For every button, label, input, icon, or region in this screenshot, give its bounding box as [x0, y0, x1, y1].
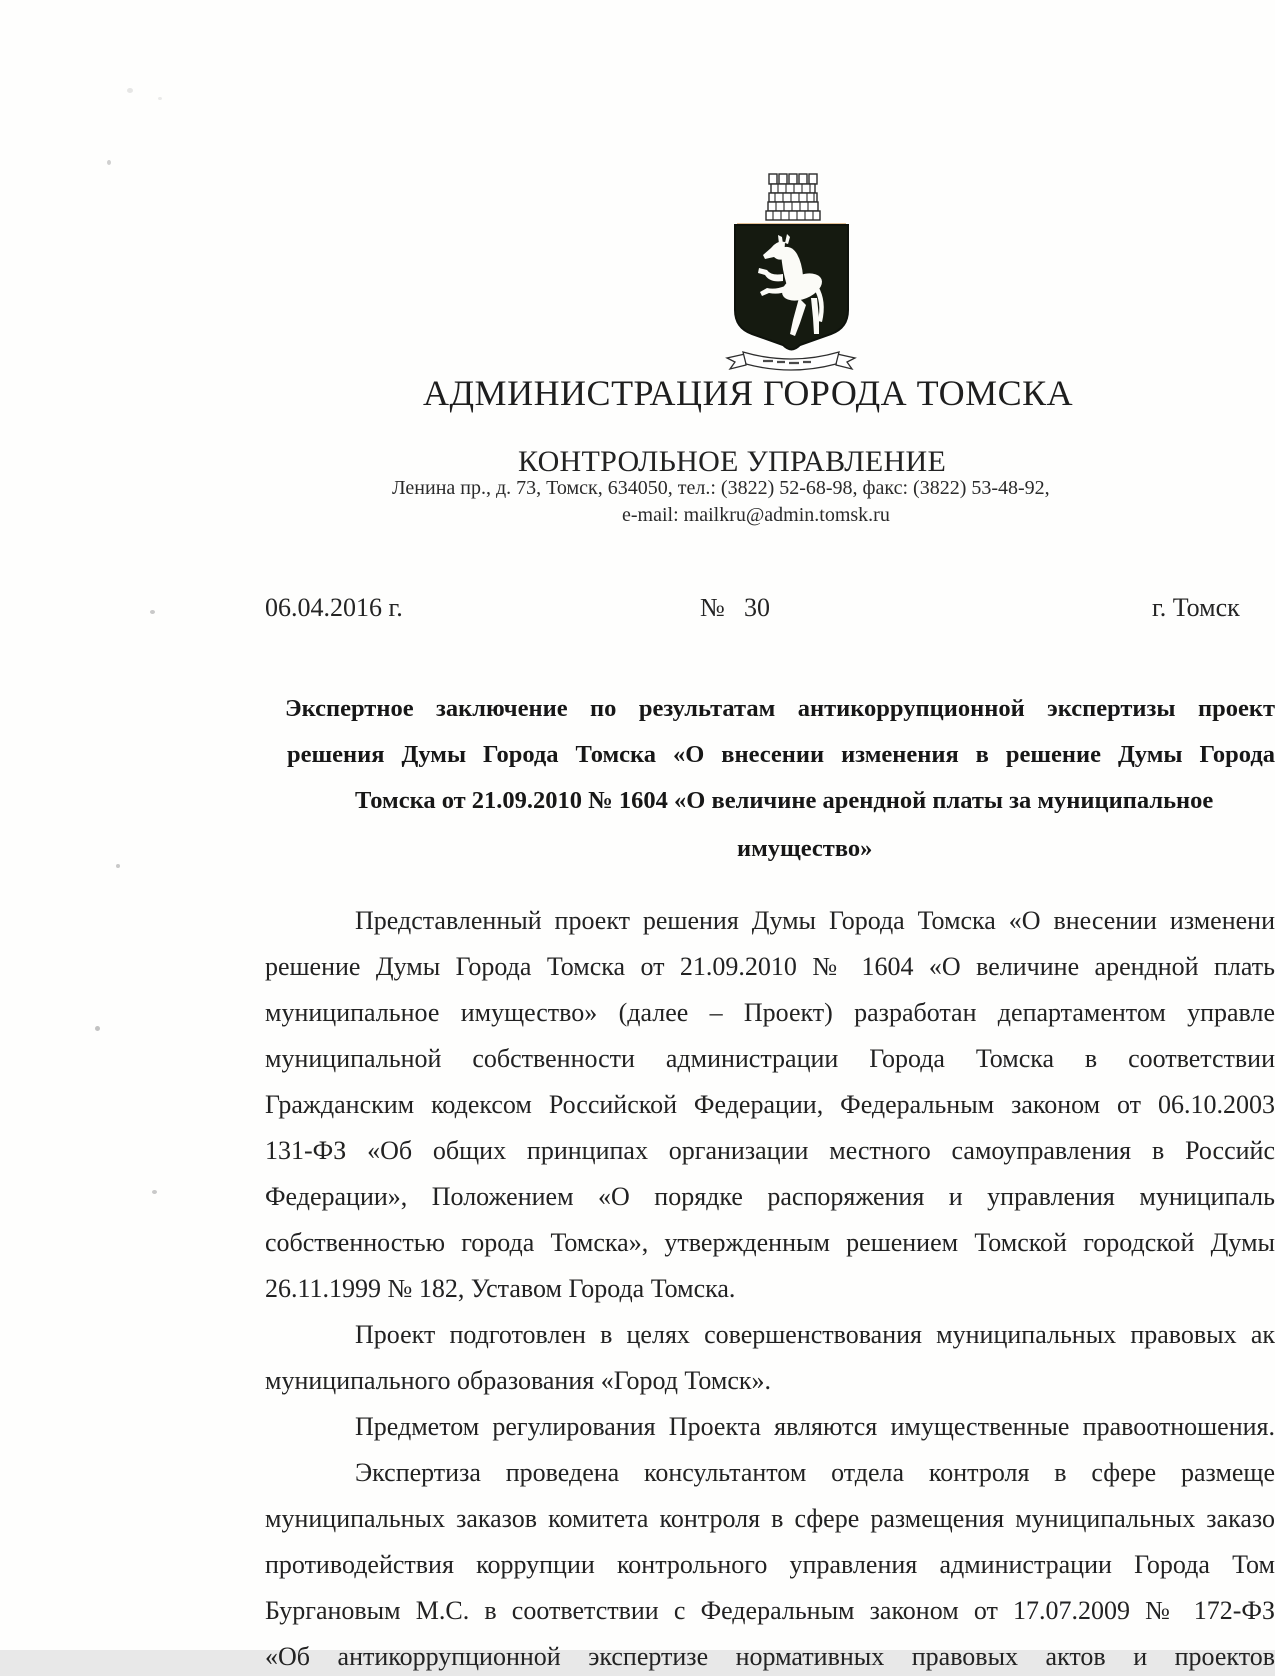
- number-sign: №: [700, 593, 725, 622]
- title-line: Экспертное заключение по результатам антикоррупционной экспертизы проект: [285, 695, 1275, 722]
- email-line: e-mail: mailkru@admin.tomsk.ru: [622, 504, 890, 526]
- scan-speck: [95, 1026, 100, 1031]
- body-line: Представленный проект решения Думы Города Томска «О внесении изменени: [355, 906, 1275, 935]
- body-line: муниципальных заказов комитета контроля в сфере размещения муниципальных заказо: [265, 1504, 1275, 1533]
- body-line: муниципальное имущество» (далее – Проект) разработан департаментом управле: [265, 998, 1275, 1027]
- department-name: КОНТРОЛЬНОЕ УПРАВЛЕНИЕ: [518, 445, 947, 478]
- scan-speck: [150, 610, 155, 614]
- body-line: муниципальной собственности администрации Города Томска в соответствии: [265, 1044, 1275, 1073]
- body-line: собственностью города Томска», утвержденным решением Томской городской Думы: [265, 1228, 1275, 1257]
- body-line: Гражданским кодексом Российской Федерации, Федеральным законом от 06.10.2003: [265, 1090, 1275, 1119]
- scan-speck: [152, 1190, 157, 1194]
- body-line: Предметом регулирования Проекта являются имущественные правоотношения.: [355, 1412, 1275, 1441]
- scan-speck: [127, 88, 133, 93]
- body-line: 26.11.1999 № 182, Уставом Города Томска.: [265, 1274, 736, 1303]
- document-number: 30: [744, 593, 770, 622]
- body-line: противодействия коррупции контрольного управления администрации Города Том: [265, 1550, 1275, 1579]
- organization-name: АДМИНИСТРАЦИЯ ГОРОДА ТОМСКА: [423, 373, 1074, 413]
- body-line: Проект подготовлен в целях совершенствования муниципальных правовых ак: [355, 1320, 1275, 1349]
- title-line: имущество»: [737, 835, 873, 862]
- body-line: муниципального образования «Город Томск».: [265, 1366, 771, 1395]
- scan-speck: [107, 160, 111, 165]
- body-line: Бургановым М.С. в соответствии с Федеральным законом от 17.07.2009 № 172-ФЗ: [265, 1596, 1275, 1625]
- body-line: Федерации», Положением «О порядке распоряжения и управления муниципаль: [265, 1182, 1275, 1211]
- title-line: Томска от 21.09.2010 № 1604 «О величине арендной платы за муниципальное: [355, 787, 1214, 814]
- document-date: 06.04.2016 г.: [265, 593, 403, 622]
- body-line: 131-ФЗ «Об общих принципах организации местного самоуправления в Российс: [265, 1136, 1275, 1165]
- body-line: Экспертиза проведена консультантом отдела контроля в сфере размеще: [355, 1458, 1275, 1487]
- scan-speck: [116, 864, 120, 868]
- scan-speck: [158, 97, 162, 100]
- tomsk-coat-of-arms-icon: [715, 170, 865, 375]
- body-line-partial: «Об антикоррупционной экспертизе нормативных правовых актов и проектов: [265, 1642, 1275, 1671]
- document-place: г. Томск: [1152, 593, 1240, 622]
- contacts-line: Ленина пр., д. 73, Томск, 634050, тел.: (3822) 52-68-98, факс: (3822) 53-48-92,: [392, 477, 1050, 499]
- body-line: решение Думы Города Томска от 21.09.2010 № 1604 «О величине арендной плать: [265, 952, 1275, 981]
- motto-ribbon: [727, 352, 855, 370]
- mural-crown: [766, 174, 820, 220]
- title-line: решения Думы Города Томска «О внесении изменения в решение Думы Города: [287, 741, 1275, 768]
